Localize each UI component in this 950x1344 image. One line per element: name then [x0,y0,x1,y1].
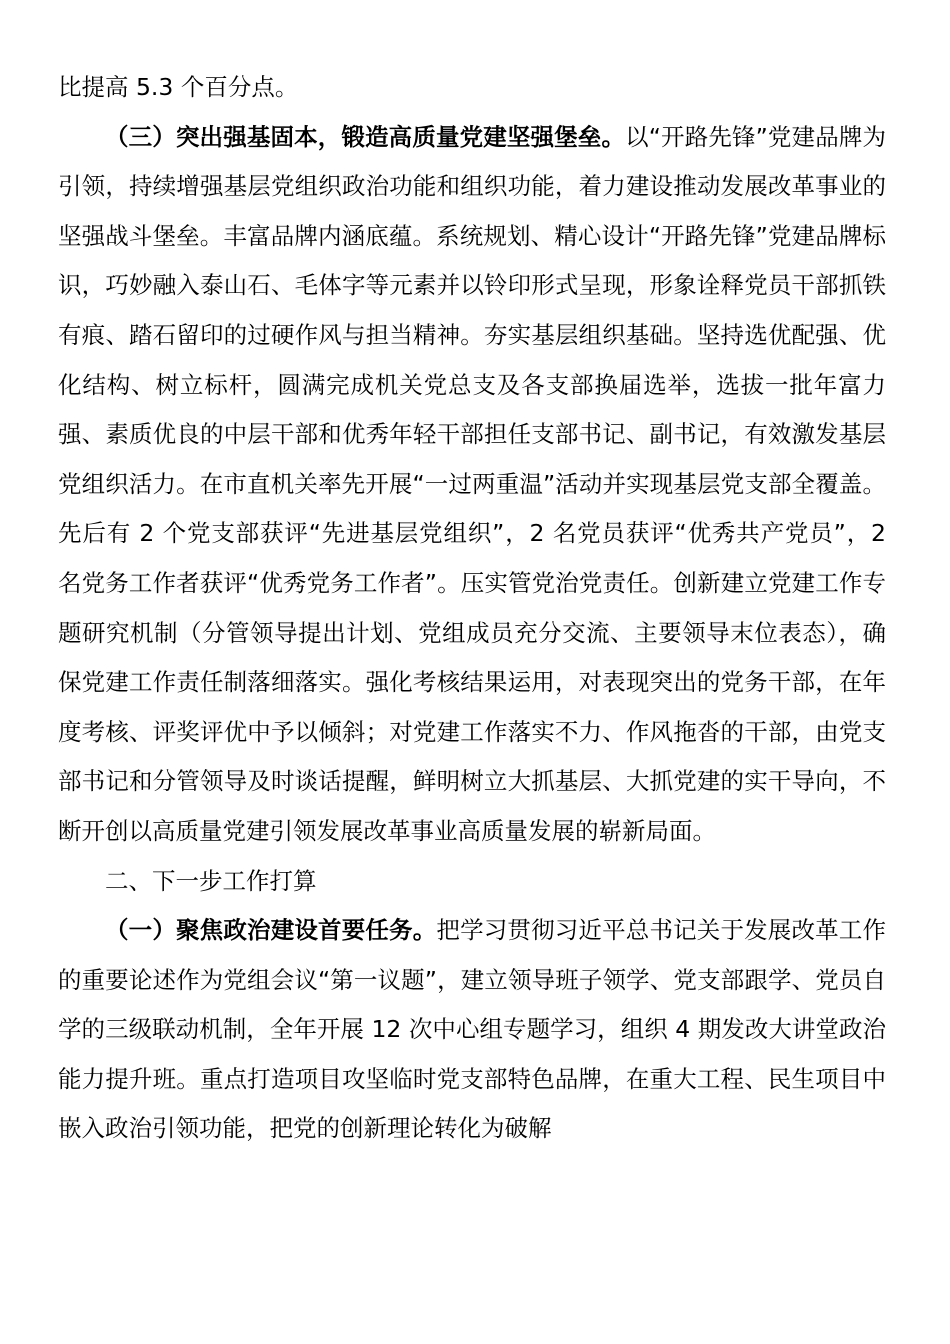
paragraph-text: 把学习贯彻习近平总书记关于发展改革工作的重要论述作为党组会议“第一议题”，建立领导班子领学、党支部跟学、党员自学的三级联动机制，全年开展 12 次中心组专题学习，组织 4 期发改大讲堂政治能力提升班。重点打造项目攻坚临时党支部特色品牌，在重大工程、民生项目中嵌入政治引领功能，把党的创新理论转化为破解 [58,916,886,1143]
paragraph-heading: （一）聚焦政治建设首要任务。 [105,916,437,945]
section-heading-next-steps [58,857,886,907]
paragraph-continued [58,63,886,113]
paragraph-strengthen-foundation [58,113,886,857]
paragraph-text: 比提高 5.3 个百分点。 [58,73,299,101]
paragraph-text: 以“开路先锋”党建品牌为引领，持续增强基层党组织政治功能和组织功能，着力建设推动发展改革事业的坚强战斗堡垒。丰富品牌内涵底蕴。系统规划、精心设计“开路先锋”党建品牌标识，巧妙融入泰山石、毛体字等元素并以铃印形式呈现，形象诠释党员干部抓铁有痕、踏石留印的过硬作风与担当精神。夯实基层组织基础。坚持选优配强、优化结构、树立标杆，圆满完成机关党总支及各支部换届选举，选拔一批年富力强、素质优良的中层干部和优秀年轻干部担任支部书记、副书记，有效激发基层党组织活力。在市直机关率先开展“一过两重温”活动并实现基层党支部全覆盖。先后有 2 个党支部获评“先进基层党组织”，2 名党员获评“优秀共产党员”，2 名党务工作者获评“优秀党务工作者”。压实管党治党责任。创新建立党建工作专题研究机制（分管领导提出计划、党组成员充分交流、主要领导末位表态），确保党建工作责任制落细落实。强化考核结果运用，对表现突出的党务干部，在年度考核、评奖评优中予以倾斜；对党建工作落实不力、作风拖沓的干部，由党支部书记和分管领导及时谈话提醒，鲜明树立大抓基层、大抓党建的实干导向，不断开创以高质量党建引领发展改革事业高质量发展的崭新局面。 [58,122,886,845]
paragraph-political-construction [58,906,886,1154]
section-heading-text: 二、下一步工作打算 [105,866,317,895]
paragraph-heading: （三）突出强基固本，锻造高质量党建坚强堡垒。 [105,122,626,151]
document-page [58,63,886,1154]
